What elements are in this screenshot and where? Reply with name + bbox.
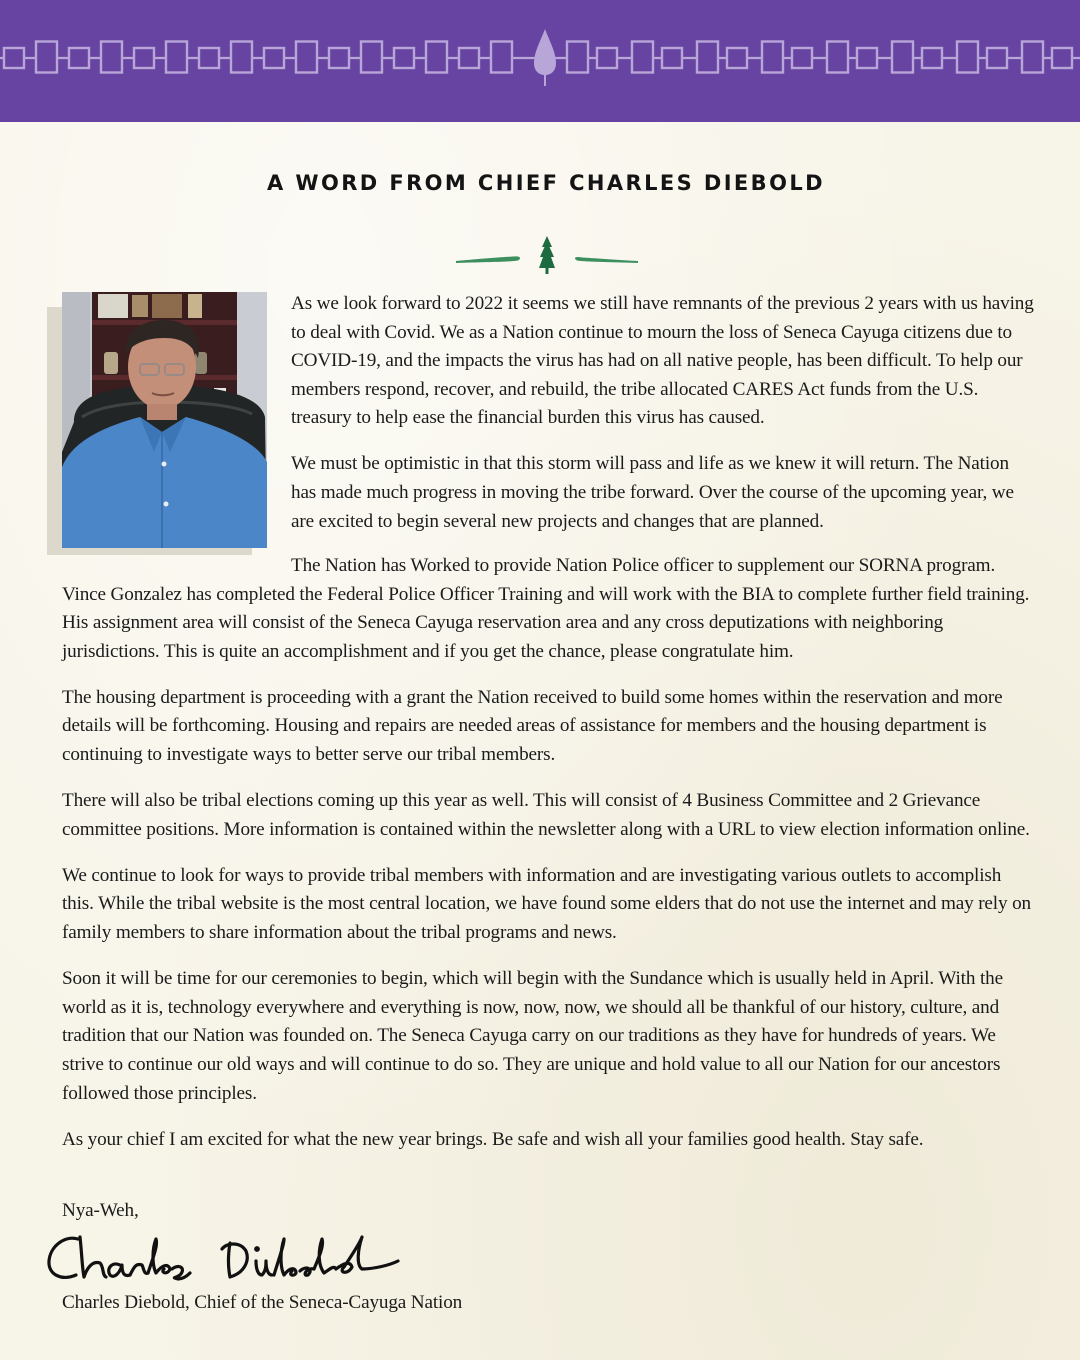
paragraph-information: We continue to look for ways to provide tribal members with information and are investigating various outlets to accomplish this. While the tribal website is the most central location, we have found some elders that do not use the internet and may rely on family members to share information about the tribal programs and news. xyxy=(62,864,1031,944)
intro-text xyxy=(291,290,1036,554)
tree-icon xyxy=(534,29,556,75)
wampum-belt-pattern-icon xyxy=(0,0,1080,122)
handwritten-signature-icon xyxy=(44,1225,404,1287)
header-banner xyxy=(0,0,1080,122)
page-title: A WORD FROM CHIEF CHARLES DIEBOLD xyxy=(267,171,825,195)
paragraph-elections: There will also be tribal elections coming up this year as well. This will consist of 4 Business Committee and 2 Grievance committee positions. More information is contained within the newsletter along with a URL to view election information online. xyxy=(62,790,1030,840)
portrait-image xyxy=(62,292,267,548)
paragraph-closing: As your chief I am excited for what the new year brings. Be safe and wish all your families good health. Stay safe. xyxy=(62,1128,924,1150)
paragraph-ceremonies: Soon it will be time for our ceremonies to begin, which will begin with the Sundance which is usually held in April. With the world as it is, technology everywhere and everything is now, now, now, we should all be thankful of our history, culture, and tradition that our Nation was founded on. The Seneca Cayuga carry on our traditions as they have for hundreds of years. We strive to continue our old ways and will continue to do so. They are unique and hold value to all our Nation for our ancestors followed those principles. xyxy=(62,968,1003,1104)
tree-divider-icon xyxy=(452,232,642,278)
main-text xyxy=(62,552,1037,1172)
intro-paragraph-1: As we look forward to 2022 it seems we still have remnants of the previous 2 years with us having to deal with Covid. We as a Nation continue to mourn the loss of Seneca Cayuga citizens due to COVID-19, and the impacts the virus has had on all native people, has been difficult. To help our members respond, recover, and rebuild, the tribe allocated CARES Act funds from the U.S. treasury to help ease the financial burden this virus has caused. xyxy=(291,293,1034,429)
salutation: Nya-Weh, xyxy=(62,1200,139,1221)
signer-name: Charles Diebold, Chief of the Seneca-Cayuga Nation xyxy=(62,1292,463,1313)
paragraph-housing: The housing department is proceeding with a grant the Nation received to build some homes within the reservation and more details will be forthcoming. Housing and repairs are needed areas of assistance for members and the housing department is continuing to investigate ways to better serve our tribal members. xyxy=(62,686,1003,766)
intro-paragraph-2: We must be optimistic in that this storm will pass and life as we knew it will return. The Nation has made much progress in moving the tribe forward. Over the course of the upcoming year, we are excited to begin several new projects and changes that are planned. xyxy=(291,453,1014,532)
paragraph-police: The Nation has Worked to provide Nation Police officer to supplement our SORNA program. Vince Gonzalez has completed the Federal Police Officer Training and will work with the BIA to complete further field training. His assignment area will consist of the Seneca Cayuga reservation area and any cross deputizations with neighboring jurisdictions. This is quite an accomplishment and if you get the chance, please congratulate him. xyxy=(62,555,1030,662)
chief-portrait-photo xyxy=(62,292,267,548)
